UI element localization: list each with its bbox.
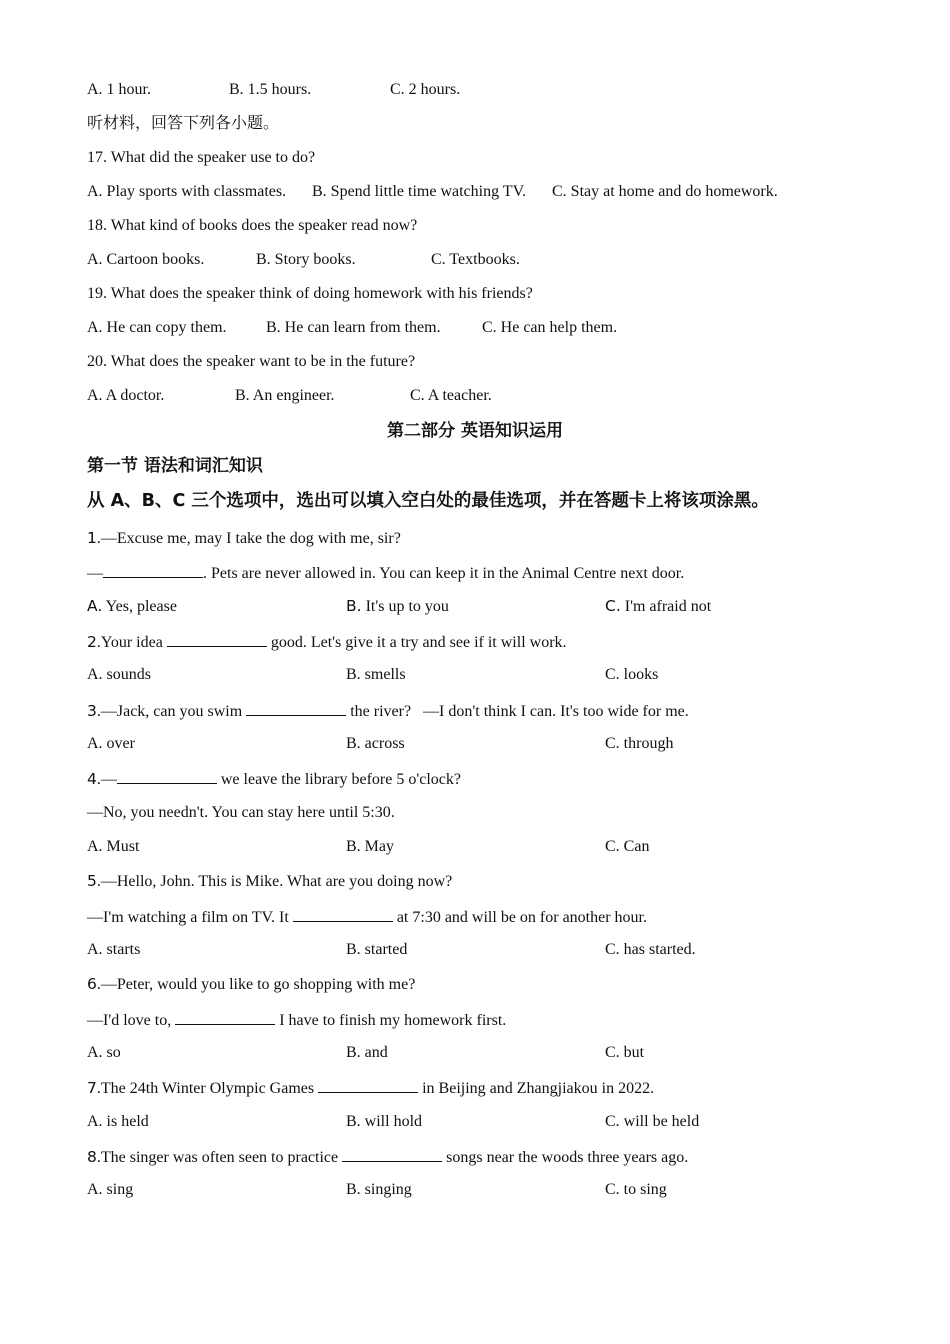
- question-number: 5: [87, 872, 97, 890]
- option-text: I'm afraid not: [624, 598, 712, 615]
- answer-blank: [175, 1009, 275, 1025]
- q17-option-c: C. Stay at home and do homework.: [552, 183, 778, 200]
- option-letter: A.: [87, 597, 103, 615]
- g4-option-c: C. Can: [605, 838, 650, 855]
- g1-option-c: [605, 596, 711, 617]
- q17-option-a: A. Play sports with classmates.: [87, 183, 287, 200]
- grammar-question-3: [87, 700, 689, 722]
- q20-option-a: A. A doctor.: [87, 387, 165, 404]
- grammar-question-6-line2: [87, 1009, 506, 1031]
- q17-option-b: B. Spend little time watching TV.: [312, 183, 527, 200]
- grammar-question-6: [87, 974, 415, 995]
- question-text: .—Jack, can you swim: [96, 703, 247, 720]
- question-number: 1: [87, 529, 97, 547]
- section-instruction: 从 A、B、C 三个选项中，选出可以填入空白处的最佳选项，并在答题卡上将该项涂黑。: [87, 491, 769, 511]
- answer-blank: [293, 906, 393, 922]
- g2-option-a: A. sounds: [87, 666, 152, 683]
- g8-option-a: A. sing: [87, 1181, 134, 1198]
- g8-option-c: C. to sing: [605, 1181, 667, 1198]
- section1-title: 第一节 语法和词汇知识: [87, 456, 263, 476]
- question-text: the river? —I don't think I can. It's too wide for me.: [346, 703, 689, 720]
- question-17: 17. What did the speaker use to do?: [87, 149, 316, 166]
- option-text: Yes, please: [105, 598, 177, 615]
- q18-option-a: A. Cartoon books.: [87, 251, 205, 268]
- g6-option-c: C. but: [605, 1044, 645, 1061]
- g5-option-a: A. starts: [87, 941, 141, 958]
- prev-option-b: B. 1.5 hours.: [229, 81, 312, 98]
- g2-option-b: B. smells: [346, 666, 406, 683]
- q20-option-c: C. A teacher.: [410, 387, 492, 404]
- question-text: we leave the library before 5 o'clock?: [216, 771, 461, 788]
- grammar-question-4-line2: —No, you needn't. You can stay here until 5:30.: [87, 804, 395, 821]
- q18-option-c: C. Textbooks.: [431, 251, 520, 268]
- grammar-question-2: [87, 631, 567, 653]
- grammar-question-5-line2: [87, 906, 647, 928]
- question-text: songs near the woods three years ago.: [442, 1149, 689, 1166]
- grammar-question-5: [87, 871, 452, 892]
- q19-option-b: B. He can learn from them.: [266, 319, 441, 336]
- option-letter: B.: [346, 597, 362, 615]
- g4-option-a: A. Must: [87, 838, 140, 855]
- q19-option-c: C. He can help them.: [482, 319, 618, 336]
- answer-blank: [318, 1077, 418, 1093]
- grammar-question-1: [87, 528, 401, 549]
- part2-title: 第二部分 英语知识运用: [387, 421, 563, 441]
- question-18: 18. What kind of books does the speaker read now?: [87, 217, 418, 234]
- question-text: I have to finish my homework first.: [275, 1012, 507, 1029]
- answer-blank: [117, 768, 217, 784]
- prev-option-c: C. 2 hours.: [390, 81, 461, 98]
- grammar-question-1-line2: [87, 562, 684, 584]
- answer-blank: [342, 1146, 442, 1162]
- question-number: 7: [87, 1079, 97, 1097]
- question-text: .Your idea: [96, 634, 167, 651]
- question-text: .The 24th Winter Olympic Games: [96, 1080, 319, 1097]
- question-text: .—Peter, would you like to go shopping with me?: [96, 976, 416, 993]
- q19-option-a: A. He can copy them.: [87, 319, 227, 336]
- answer-blank: [103, 562, 203, 578]
- question-text: .—Excuse me, may I take the dog with me, sir?: [96, 530, 401, 547]
- g2-option-c: C. looks: [605, 666, 659, 683]
- g7-option-a: A. is held: [87, 1113, 149, 1130]
- g4-option-b: B. May: [346, 838, 394, 855]
- option-text: It's up to you: [365, 598, 449, 615]
- question-text: . Pets are never allowed in. You can keep it in the Animal Centre next door.: [203, 565, 685, 582]
- question-text: —I'd love to,: [87, 1012, 176, 1029]
- answer-blank: [167, 631, 267, 647]
- g3-option-c: C. through: [605, 735, 674, 752]
- question-number: 2: [87, 633, 97, 651]
- question-text: —I'm watching a film on TV. It: [87, 909, 293, 926]
- g6-option-a: A. so: [87, 1044, 121, 1061]
- g6-option-b: B. and: [346, 1044, 388, 1061]
- question-number: 3: [87, 702, 97, 720]
- question-text: in Beijing and Zhangjiakou in 2022.: [418, 1080, 655, 1097]
- q20-option-b: B. An engineer.: [235, 387, 335, 404]
- answer-blank: [246, 700, 346, 716]
- question-number: 4: [87, 770, 97, 788]
- listening-instruction: 听材料，回答下列各小题。: [87, 115, 280, 132]
- grammar-question-7: [87, 1077, 654, 1099]
- g3-option-a: A. over: [87, 735, 135, 752]
- prev-option-a: A. 1 hour.: [87, 81, 151, 98]
- g1-option-b: [346, 596, 449, 617]
- question-text: .The singer was often seen to practice: [96, 1149, 343, 1166]
- g5-option-b: B. started: [346, 941, 408, 958]
- grammar-question-8: [87, 1146, 688, 1168]
- grammar-question-4: [87, 768, 461, 790]
- g3-option-b: B. across: [346, 735, 405, 752]
- q18-option-b: B. Story books.: [256, 251, 356, 268]
- g8-option-b: B. singing: [346, 1181, 412, 1198]
- g7-option-b: B. will hold: [346, 1113, 423, 1130]
- g1-option-a: [87, 596, 177, 617]
- g7-option-c: C. will be held: [605, 1113, 700, 1130]
- option-letter: C.: [605, 597, 621, 615]
- question-number: 6: [87, 975, 97, 993]
- question-19: 19. What does the speaker think of doing homework with his friends?: [87, 285, 533, 302]
- g5-option-c: C. has started.: [605, 941, 696, 958]
- question-text: .—: [96, 771, 117, 788]
- question-text: good. Let's give it a try and see if it will work.: [266, 634, 567, 651]
- question-text: .—Hello, John. This is Mike. What are you doing now?: [96, 873, 453, 890]
- question-20: 20. What does the speaker want to be in the future?: [87, 353, 416, 370]
- dash: —: [87, 565, 103, 582]
- question-text: at 7:30 and will be on for another hour.: [392, 909, 647, 926]
- question-number: 8: [87, 1148, 97, 1166]
